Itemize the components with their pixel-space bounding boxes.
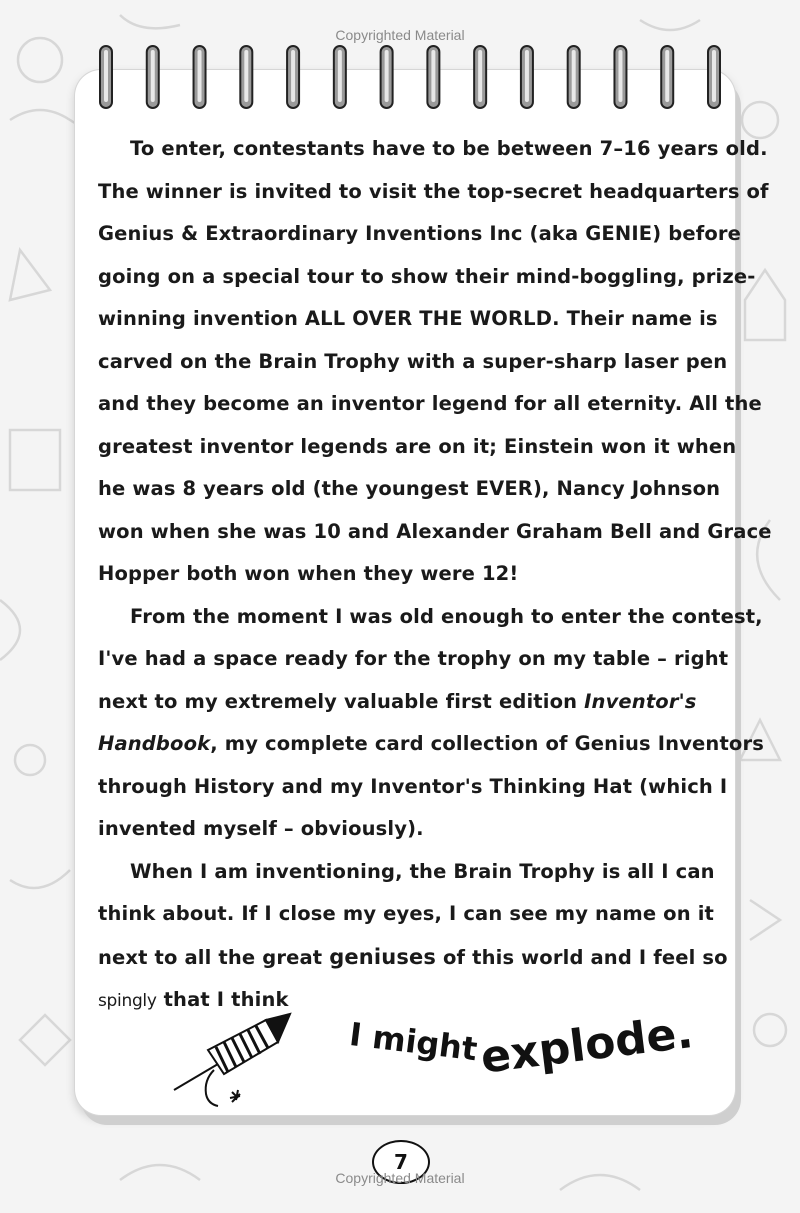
text-segment: Genius & Extraordinary Inventions Inc (aka GENIE) before bbox=[98, 222, 742, 245]
text-line bbox=[98, 851, 715, 894]
spiral-ring bbox=[334, 46, 346, 108]
text-line bbox=[98, 426, 737, 469]
text-segment: Handbook bbox=[98, 732, 211, 755]
spiral-ring bbox=[568, 46, 580, 108]
text-line bbox=[98, 936, 728, 980]
text-line bbox=[98, 213, 742, 256]
page-number: 7 bbox=[372, 1140, 430, 1184]
copyright-notice-bottom: Copyrighted Material bbox=[335, 1170, 465, 1186]
spiral-ring bbox=[381, 46, 393, 108]
spiral-ring bbox=[147, 46, 159, 108]
spiral-ring bbox=[614, 46, 626, 108]
text-segment: Hopper both won when they were 12! bbox=[98, 562, 519, 585]
text-segment: carved on the Brain Trophy with a super-sharp laser pen bbox=[98, 349, 728, 373]
text-line bbox=[98, 638, 729, 681]
spiral-ring bbox=[100, 46, 112, 108]
firework-rocket-icon bbox=[166, 1012, 296, 1112]
text-line bbox=[98, 383, 762, 426]
decorative-text-explode: explode. bbox=[478, 1007, 696, 1084]
text-line bbox=[98, 128, 768, 171]
text-line bbox=[98, 808, 708, 851]
text-segment: through History and my Inventor's Thinking Hat (which I bbox=[98, 774, 728, 798]
text-segment: next to all the great bbox=[98, 945, 330, 969]
text-segment: going on a special tour to show their mind-boggling, prize- bbox=[98, 264, 756, 288]
text-line bbox=[98, 341, 728, 384]
text-segment: spingly bbox=[98, 991, 157, 1011]
body-text bbox=[98, 128, 772, 1023]
spiral-ring bbox=[194, 46, 206, 108]
text-line bbox=[98, 766, 728, 809]
text-line bbox=[98, 596, 763, 639]
spiral-binding bbox=[90, 40, 730, 115]
text-line bbox=[98, 553, 708, 596]
spiral-ring bbox=[708, 46, 720, 108]
text-segment: , my complete card collection of Genius Inventors bbox=[210, 732, 764, 755]
spiral-ring bbox=[474, 46, 486, 108]
text-segment: geniuses bbox=[329, 944, 437, 969]
text-segment: won when she was 10 and Alexander Graham Bell and Grace bbox=[98, 519, 772, 543]
text-line bbox=[98, 256, 756, 299]
text-segment: and they become an inventor legend for all eternity. All the bbox=[98, 392, 762, 415]
text-segment: From the moment I was old enough to enter the contest, bbox=[130, 604, 763, 628]
text-segment: Inventor's bbox=[584, 689, 697, 713]
text-segment: of this world and I feel so bbox=[436, 945, 728, 969]
text-line bbox=[98, 468, 721, 511]
text-line bbox=[98, 681, 708, 724]
text-segment: invented myself – obviously). bbox=[98, 817, 424, 840]
text-segment: he was 8 years old (the youngest EVER), Nancy Johnson bbox=[98, 477, 721, 500]
text-segment: next to my extremely valuable first edition bbox=[98, 689, 585, 713]
spiral-ring bbox=[287, 46, 299, 108]
text-segment: winning invention ALL OVER THE WORLD. Their name is bbox=[98, 307, 718, 330]
text-segment: To enter, contestants have to be between 7–16 years old. bbox=[130, 137, 768, 160]
spiral-ring bbox=[521, 46, 533, 108]
spiral-ring bbox=[240, 46, 252, 108]
spiral-ring bbox=[427, 46, 439, 108]
text-line bbox=[98, 171, 769, 214]
text-segment: greatest inventor legends are on it; Einstein won it when bbox=[98, 434, 737, 458]
decorative-text-might: I might bbox=[347, 1015, 480, 1069]
copyright-notice-top: Copyrighted Material bbox=[335, 27, 465, 43]
text-line bbox=[98, 511, 772, 554]
text-line bbox=[98, 723, 764, 766]
text-line bbox=[98, 298, 718, 341]
text-line bbox=[98, 893, 715, 936]
text-segment: I've had a space ready for the trophy on my table – right bbox=[98, 647, 729, 670]
text-segment: that I think bbox=[156, 988, 289, 1011]
text-segment: When I am inventioning, the Brain Trophy is all I can bbox=[130, 859, 715, 883]
spiral-ring bbox=[661, 46, 673, 108]
text-segment: The winner is invited to visit the top-secret headquarters of bbox=[98, 179, 769, 203]
text-segment: think about. If I close my eyes, I can see my name on it bbox=[98, 902, 715, 925]
